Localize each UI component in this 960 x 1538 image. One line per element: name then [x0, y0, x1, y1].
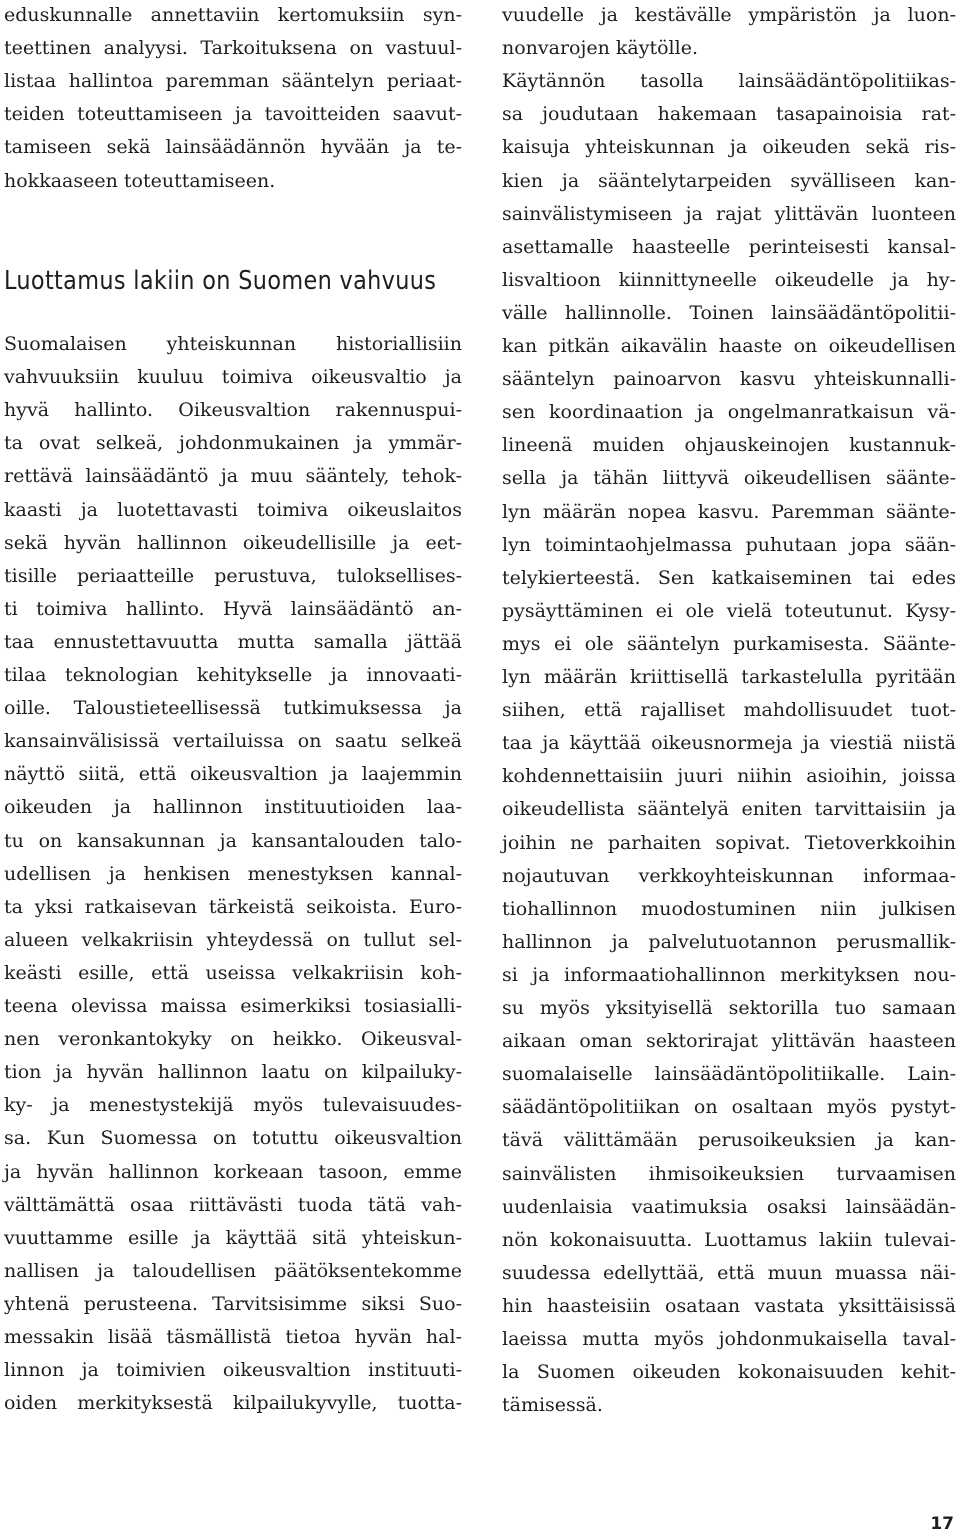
section-heading: Luottamus lakiin on Suomen vahvuus	[4, 266, 437, 296]
text-line: teena olevissa maissa esimerkiksi tosiasialli-	[4, 995, 462, 1017]
text-line: oikeuden ja hallinnon instituutioiden laa-	[4, 796, 462, 819]
text-line: la Suomen oikeuden kokonaisuuden kehit-	[502, 1361, 956, 1384]
text-line: ta yksi ratkaisevan tärkeistä seikoista. Euro-	[4, 895, 462, 918]
text-line: yhtenä perusteena. Tarvitsisimme siksi Suo-	[4, 1292, 462, 1315]
text-line: laeissa mutta myös johdonmukaisella taval-	[502, 1328, 956, 1350]
text-line: tamiseen sekä lainsäädännön hyvään ja te-	[4, 136, 462, 159]
text-line: nojautuvan verkkoyhteiskunnan informaa-	[502, 864, 956, 887]
text-line: lineenä muiden ohjauskeinojen kustannuk-	[502, 434, 956, 457]
text-line: taa ja käyttää oikeusnormeja ja viestiä niistä	[502, 732, 956, 755]
text-line: sen koordinaation ja ongelmanratkaisun vä-	[502, 401, 956, 424]
text-line: lyn määrän kriittisellä tarkastelulla pyritään	[502, 666, 956, 688]
text-line: ky- ja menestystekijä myös tulevaisuudes-	[4, 1094, 462, 1117]
text-line: sa joudutaan hakemaan tasapainoisia rat-	[502, 103, 956, 126]
text-line: Suomalaisen yhteiskunnan historiallisiin	[4, 333, 462, 355]
text-line: kaasti ja luotettavasti toimiva oikeuslaitos	[4, 498, 462, 521]
text-line: suudessa edellyttää, että muun muassa näi-	[502, 1261, 956, 1284]
text-line: vuuttamme esille ja käyttää sitä yhteiskun-	[4, 1226, 462, 1249]
text-line: ta ovat selkeä, johdonmukainen ja ymmär-	[4, 432, 462, 455]
text-line: oikeudellista sääntelyä eniten tarvittaisiin ja	[502, 798, 956, 821]
text-line: asettamalle haasteelle perinteisesti kansal-	[502, 235, 956, 258]
text-line: siihen, että rajalliset mahdollisuudet tuot-	[502, 699, 956, 722]
text-line: telykierteestä. Sen katkaiseminen tai edes	[502, 566, 956, 589]
text-line: ti toimiva hallinto. Hyvä lainsäädäntö an-	[4, 597, 462, 620]
text-line: si ja informaatiohallinnon merkityksen nou-	[502, 963, 956, 986]
text-line: tiohallinnon muodostuminen niin julkisen	[502, 897, 956, 920]
text-line: vuudelle ja kestävälle ympäristön ja luon-	[502, 4, 956, 26]
text-line: lisvaltioon kiinnittyneelle oikeudelle ja hy-	[502, 268, 956, 291]
text-line: Käytännön tasolla lainsäädäntöpolitiikas-	[502, 70, 956, 93]
text-line: mys ei ole sääntelyn purkamisesta. Säänte-	[502, 632, 956, 655]
text-line: joihin ne parhaiten sopivat. Tietoverkkoihin	[502, 831, 956, 854]
text-line: su myös yksityisellä sektorilla tuo samaan	[502, 997, 956, 1019]
text-line: hyvä hallinto. Oikeusvaltion rakennuspui-	[4, 399, 462, 422]
text-line: alueen velkakriisin yhteydessä on tullut sel-	[4, 928, 462, 951]
text-line: säädäntöpolitiikan on osaltaan myös pystyt-	[502, 1096, 956, 1119]
text-line: tion ja hyvän hallinnon laatu on kilpailuky-	[4, 1061, 462, 1084]
text-line: rettävä lainsäädäntö ja muu sääntely, tehok-	[4, 465, 462, 488]
text-line: kohdennettaisiin juuri niihin asioihin, joissa	[502, 765, 956, 788]
text-line: kien ja sääntelytarpeiden syvälliseen kan-	[502, 169, 956, 192]
text-line: tilaa teknologian kehitykselle ja innovaati-	[4, 664, 462, 686]
text-line: sääntelyn painoarvon kasvu yhteiskunnalli-	[502, 368, 956, 391]
text-line: kan pitkän aikavälin haaste on oikeudellisen	[502, 335, 956, 357]
text-line: linnon ja toimivien oikeusvaltion instituuti-	[4, 1359, 462, 1382]
text-line: ja hyvän hallinnon korkeaan tasoon, emme	[4, 1160, 462, 1183]
text-line: näyttö siitä, että oikeusvaltion ja laajemmin	[4, 763, 462, 786]
text-line: nallisen ja taloudellisen päätöksentekomme	[4, 1259, 462, 1282]
text-line: sella ja tähän liittyvä oikeudellisen säänte-	[502, 467, 956, 490]
page-number: 17	[930, 1514, 954, 1534]
text-line: uudenlaisia vaatimuksia osaksi lainsäädän-	[502, 1195, 956, 1218]
text-line: teettinen analyysi. Tarkoituksena on vastuul-	[4, 37, 462, 60]
text-line: hin haasteisiin osataan vastata yksittäisissä	[502, 1294, 956, 1317]
text-line: tämisessä.	[502, 1394, 603, 1417]
text-line: keästi esille, että useissa velkakriisin koh-	[4, 961, 462, 984]
text-line: hokkaaseen toteuttamiseen.	[4, 169, 276, 192]
text-line: välle hallinnolle. Toinen lainsäädäntöpolitii-	[502, 301, 956, 324]
text-line: kansainvälisissä vertailuissa on saatu selkeä	[4, 730, 462, 753]
text-line: välttämättä osaa riittävästi tuoda tätä vah-	[4, 1193, 462, 1216]
text-line: sa. Kun Suomessa on totuttu oikeusvaltion	[4, 1127, 462, 1150]
text-line: tävä välittämään perusoikeuksien ja kan-	[502, 1129, 956, 1152]
text-line: nonvarojen käytölle.	[502, 37, 698, 60]
text-line: listaa hallintoa paremman sääntelyn periaat-	[4, 70, 462, 93]
text-line: aikaan oman sektorirajat ylittävän haasteen	[502, 1030, 956, 1053]
text-line: eduskunnalle annettaviin kertomuksiin syn-	[4, 4, 462, 26]
text-line: tisille periaatteille perustuva, tuloksellises-	[4, 564, 462, 587]
text-line: oille. Taloustieteellisessä tutkimuksessa ja	[4, 697, 462, 720]
text-line: tu on kansakunnan ja kansantalouden talo-	[4, 829, 462, 852]
text-line: sainvälistymiseen ja rajat ylittävän luonteen	[502, 202, 956, 225]
text-line: udellisen ja henkisen menestyksen kannal-	[4, 862, 462, 885]
text-line: nön kokonaisuutta. Luottamus lakiin tulevai-	[502, 1228, 956, 1251]
text-line: taa ennustettavuutta mutta samalla jättää	[4, 630, 462, 653]
text-line: suomalaiselle lainsäädäntöpolitiikalle. Lain-	[502, 1063, 956, 1086]
text-line: nen veronkantokyky on heikko. Oikeusval-	[4, 1028, 462, 1051]
text-line: sekä hyvän hallinnon oikeudellisille ja eet-	[4, 531, 462, 554]
text-line: hallinnon ja palvelutuotannon perusmallik-	[502, 930, 956, 953]
text-line: pysäyttäminen ei ole vielä toteutunut. Kysy-	[502, 599, 956, 622]
text-line: teiden toteuttamiseen ja tavoitteiden saavut-	[4, 103, 462, 126]
text-line: lyn toimintaohjelmassa puhutaan jopa sään-	[502, 533, 956, 556]
text-line: messakin lisää täsmällistä tietoa hyvän hal-	[4, 1326, 462, 1348]
text-line: kaisuja yhteiskunnan ja oikeuden sekä ris-	[502, 136, 956, 159]
text-line: sainvälisten ihmisoikeuksien turvaamisen	[502, 1162, 956, 1185]
text-line: vahvuuksiin kuuluu toimiva oikeusvaltio ja	[4, 366, 462, 389]
text-line: oiden merkityksestä kilpailukyvylle, tuotta-	[4, 1392, 462, 1415]
text-line: lyn määrän nopea kasvu. Paremman säänte-	[502, 500, 956, 523]
